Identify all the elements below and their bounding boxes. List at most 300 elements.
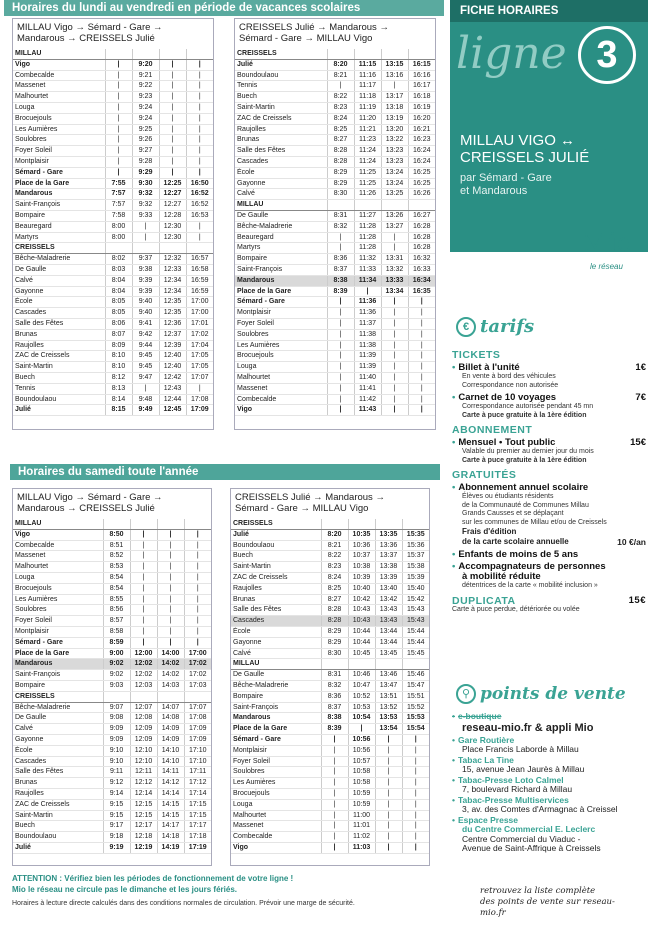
stop-name: Les Aumières [231,778,321,789]
departure-time: 13:42 [375,594,402,605]
departure-time: 13:32 [381,264,408,275]
abo-monthly-note: Valable du premier au dernier jour du mois [462,448,594,455]
points-heading [456,684,626,704]
departure-time: 12:30 [159,232,186,243]
departure-time: 13:54 [375,724,402,735]
stop-row [13,405,213,416]
departure-time: 10:44 [348,637,375,648]
stop-row [13,156,213,167]
stop-row [13,529,211,540]
departure-time: 13:24 [381,167,408,178]
departure-time: 12:10 [130,745,157,756]
stop-name: Vigo [231,842,321,853]
stop-name: Sémard - Gare [13,167,105,178]
departure-time: 11:41 [354,383,381,394]
stop-name: Julié [13,405,105,416]
departure-time: 11:20 [354,113,381,124]
departure-time: 13:36 [375,540,402,551]
departure-time: 8:30 [327,189,354,200]
departure-time [130,691,157,702]
departure-time: | [184,605,211,616]
departure-time: | [327,372,354,383]
free-companion-note: détentrices de la carte « mobilité inclusion » [462,582,598,589]
departure-time: 9:24 [132,102,159,113]
departure-time: 8:56 [103,605,130,616]
departure-time: 8:57 [103,616,130,627]
stop-row [13,756,211,767]
departure-time: 17:05 [186,351,213,362]
departure-time: 11:28 [354,232,381,243]
departure-time: 16:50 [186,178,213,189]
stop-name: De Gaulle [13,264,105,275]
stop-name: Raujolles [13,340,105,351]
departure-time: 8:59 [103,637,130,648]
stop-row [235,135,435,146]
pos-name: du Centre Commercial E. Leclerc [462,824,596,834]
departure-time: 14:03 [157,680,184,691]
departure-time: 17:10 [184,756,211,767]
stop-name: Place de la Gare [235,286,327,297]
mio-logo-sub: le réseau [590,262,623,271]
pos-address: Place Francis Laborde à Millau [462,744,579,754]
stop-row [231,551,429,562]
departure-time: | [157,616,184,627]
departure-time: 16:28 [408,221,435,232]
mio-logo: Mio [582,228,633,258]
departure-time: 13:33 [381,275,408,286]
stop-row [231,691,429,702]
departure-time: 15:47 [402,680,429,691]
departure-time: 11:23 [354,135,381,146]
departure-time: 13:44 [375,626,402,637]
departure-time: | [105,156,132,167]
departure-time [321,659,348,670]
stop-row [231,788,429,799]
departure-time: | [381,405,408,416]
departure-time: 10:44 [348,626,375,637]
departure-time: 12:03 [130,680,157,691]
departure-time: 9:39 [132,286,159,297]
departure-time: 12:14 [130,788,157,799]
departure-time: | [327,362,354,373]
departure-time: 11:03 [348,842,375,853]
stop-row [235,243,435,254]
departure-time: | [130,605,157,616]
departure-time: | [327,340,354,351]
departure-time: 13:46 [375,670,402,681]
departure-time: | [381,394,408,405]
line-number-badge: 3 [578,26,636,84]
departure-time: | [130,551,157,562]
departure-time: 12:37 [159,329,186,340]
departure-time: 12:27 [159,189,186,200]
departure-time [186,49,213,59]
saturday-dir1-card [12,488,212,866]
departure-time: 8:27 [321,594,348,605]
direction-line: Sémard - Gare → MILLAU Vigo [235,503,369,514]
departure-time: 8:58 [103,626,130,637]
stop-name: Beauregard [235,232,327,243]
stop-row [231,745,429,756]
footer-disclaimer: Horaires à lecture directe calculés dans des conditions normales de circulation. Prévoir une marge de sécurité. [12,900,355,907]
stop-name: Calvé [13,275,105,286]
departure-time: 13:17 [381,92,408,103]
departure-time: 8:28 [327,156,354,167]
departure-time [402,519,429,529]
stop-row [235,351,435,362]
stop-row [13,362,213,373]
departure-time: | [321,832,348,843]
departure-time [381,200,408,211]
stop-name: Salle des Fêtes [13,767,103,778]
departure-time: 14:10 [157,756,184,767]
stop-row [13,583,211,594]
stop-row [231,583,429,594]
departure-time [375,659,402,670]
departure-time: 14:02 [157,659,184,670]
departure-time: 12:00 [130,648,157,659]
departure-time: | [130,529,157,540]
stop-name: Place de la Gare [13,178,105,189]
stop-row [231,713,429,724]
departure-time: 7:57 [105,189,132,200]
stop-row [13,680,211,691]
free-school-note: Élèves ou étudiants résidents [462,493,554,500]
eboutique-link[interactable]: reseau-mio.fr & appli Mio [462,721,594,734]
departure-time: | [408,318,435,329]
departure-time: | [159,113,186,124]
departure-time: 10:43 [348,605,375,616]
departure-time: 10:37 [348,551,375,562]
departure-time: | [159,146,186,157]
departure-time: | [381,318,408,329]
stop-name: Cascades [231,616,321,627]
departure-time: 12:39 [159,340,186,351]
departure-time: | [321,799,348,810]
departure-time: | [157,583,184,594]
departure-time: 16:28 [408,243,435,254]
departure-time: 13:19 [381,113,408,124]
departure-time: 13:23 [381,156,408,167]
stop-row [235,286,435,297]
departure-time: 17:14 [184,788,211,799]
departure-time: 13:25 [381,189,408,200]
departure-time: 8:36 [327,254,354,265]
departure-time: 11:15 [354,59,381,70]
departure-time: 9:23 [132,92,159,103]
departure-time: 8:05 [105,308,132,319]
route-via-line: par Sémard - Gare [460,172,552,184]
departure-time: 10:39 [348,572,375,583]
stop-name: Brunas [235,135,327,146]
departure-time: | [159,59,186,70]
departure-time: 9:14 [103,788,130,799]
departure-time: | [408,394,435,405]
departure-time: 11:36 [354,308,381,319]
stop-row [13,616,211,627]
departure-time: | [186,81,213,92]
departure-time: 8:05 [105,297,132,308]
ticket-single-note: En vente à bord des véhicules [462,373,556,380]
departure-time: 13:24 [381,178,408,189]
departure-time: 11:01 [348,821,375,832]
departure-time: 13:34 [381,286,408,297]
departure-time: 8:29 [327,167,354,178]
points-more-line[interactable]: des points de vente sur reseau-mio.fr [480,897,615,918]
departure-time: 14:19 [157,842,184,853]
departure-time: | [321,788,348,799]
stop-name: Bêche-Maladrerie [13,254,105,265]
points-more [480,886,640,919]
departure-time: | [381,308,408,319]
departure-time: 16:24 [408,156,435,167]
departure-time: | [381,243,408,254]
stop-row [235,113,435,124]
departure-time: 13:23 [381,146,408,157]
departure-time: | [408,383,435,394]
stop-row [231,702,429,713]
departure-time: 14:15 [157,799,184,810]
stop-row [235,221,435,232]
stop-row [235,394,435,405]
stop-name: Brocuejouls [13,583,103,594]
departure-time: | [381,372,408,383]
departure-time: | [105,81,132,92]
departure-time: | [375,788,402,799]
departure-time: | [186,113,213,124]
stop-row [235,178,435,189]
departure-time: 9:40 [132,297,159,308]
stop-name: Mandarous [231,713,321,724]
departure-time: | [105,135,132,146]
departure-time: 8:09 [105,340,132,351]
departure-time: 11:02 [348,832,375,843]
departure-time: 12:02 [130,659,157,670]
departure-time: | [327,308,354,319]
stop-name: MILLAU [231,659,321,670]
stop-row [13,832,211,843]
commune-header-row [231,659,429,670]
departure-time: 10:54 [348,713,375,724]
departure-time: 12:25 [159,178,186,189]
pos-address: Avenue de Saint-Affrique à Creissels [462,843,601,853]
departure-time: 16:23 [408,135,435,146]
departure-time [105,49,132,59]
stop-name: Cascades [13,756,103,767]
stop-name: Martyrs [13,232,105,243]
departure-time: | [157,551,184,562]
departure-time: 17:03 [184,680,211,691]
weekday-holiday-title: Horaires du lundi au vendredi en période de vacances scolaires [4,0,444,16]
points-list: • e-boutique reseau-mio.fr & appli Mio • Gare Routière Place Francis Laborde à Millau • Tabac La Tine 15, avenue Jean Jaurès à Millau • Tabac-Presse Loto Calmel 7, boulevard Richard à Millau • Tabac-Presse Multiservices 3, av. des Comtes d'Armagnac à Creissel • Espace Presse du Centre Commercial E. Leclerc Centre Commercial du Viaduc - Avenue de Saint-Affrique à Creissels [452,712,646,854]
departure-time: | [184,551,211,562]
ticket-carnet-label: Carnet de 10 voyages [458,392,557,403]
departure-time: | [105,113,132,124]
departure-time: 17:17 [184,821,211,832]
departure-time: 10:58 [348,767,375,778]
stop-row [13,102,213,113]
points-more-line: retrouvez la liste complète [480,886,596,896]
departure-time: 8:28 [321,616,348,627]
departure-time: | [402,842,429,853]
stop-row [13,540,211,551]
stop-name: ZAC de Creissels [235,113,327,124]
departure-time: 13:35 [375,529,402,540]
route-title [460,132,589,166]
stop-row [13,340,213,351]
departure-time: 15:40 [402,583,429,594]
stop-name: Beauregard [13,221,105,232]
pos-name: Espace Presse [457,814,519,825]
stop-row [13,594,211,605]
departure-time: 11:21 [354,124,381,135]
stop-name: Tennis [13,383,105,394]
stop-name: Saint-Martin [13,810,103,821]
departure-time: 11:26 [354,189,381,200]
tickets-heading: TICKETS [452,349,501,361]
departure-time: 17:12 [184,778,211,789]
departure-time: 8:10 [105,362,132,373]
departure-time [354,49,381,59]
stop-name: Soulobres [13,135,105,146]
departure-time: | [186,156,213,167]
stop-name: Louga [13,572,103,583]
saturday-dir1-table [13,519,211,854]
departure-time: | [130,583,157,594]
departure-time: 8:31 [327,210,354,221]
stop-row [231,842,429,853]
stop-name: ZAC de Creissels [13,351,105,362]
departure-time: | [186,221,213,232]
departure-time: 9:15 [103,810,130,821]
departure-time: 12:45 [159,405,186,416]
departure-time: 11:25 [354,167,381,178]
stop-name: CREISSELS [235,49,327,59]
stop-row [235,59,435,70]
stop-name: Foyer Soleil [13,616,103,627]
stop-row [235,275,435,286]
stop-name: Gayonne [231,637,321,648]
departure-time: 10:42 [348,594,375,605]
departure-time: 16:59 [186,275,213,286]
stop-row [13,648,211,659]
departure-time: | [408,297,435,308]
departure-time: 11:27 [354,210,381,221]
departure-time: 9:33 [132,210,159,221]
ligne-word: ligne [456,28,567,79]
departure-time: | [132,232,159,243]
stop-row [231,529,429,540]
departure-time: 9:08 [103,713,130,724]
stop-row [235,146,435,157]
stop-row [13,745,211,756]
departure-time: | [159,102,186,113]
stop-row [13,297,213,308]
departure-time: 16:32 [408,254,435,265]
departure-time [184,519,211,529]
ticket-single-label: Billet à l'unité [458,362,520,373]
departure-time: | [159,81,186,92]
departure-time: | [321,821,348,832]
stop-row [231,626,429,637]
departure-time: 11:42 [354,394,381,405]
departure-time: 8:39 [327,286,354,297]
departure-time [130,519,157,529]
stop-name: Mandarous [13,659,103,670]
departure-time: 16:26 [408,189,435,200]
departure-time: 17:10 [184,745,211,756]
departure-time: 17:00 [186,297,213,308]
gratuites-heading: GRATUITÉS [452,469,517,481]
ticket-single-note: Correspondance non autorisée [462,381,559,389]
departure-time: 13:26 [381,210,408,221]
direction-line: Mandarous → CREISSELS Julié [17,33,155,44]
stop-row [13,734,211,745]
stop-name: MILLAU [13,49,105,59]
stop-name: Louga [231,799,321,810]
stop-name: De Gaulle [231,670,321,681]
stop-name: CREISSELS [231,519,321,529]
stop-name: Saint-François [231,702,321,713]
departure-time: 12:40 [159,351,186,362]
stop-row [231,616,429,627]
departure-time: 9:49 [132,405,159,416]
departure-time: 13:51 [375,691,402,702]
commune-header-row [13,243,213,254]
departure-time: 16:21 [408,124,435,135]
stop-row [235,189,435,200]
departure-time: | [184,540,211,551]
departure-time: 10:56 [348,745,375,756]
stop-name: Montplaisir [13,626,103,637]
departure-time [105,243,132,254]
abo-monthly-note: Carte à puce gratuite à la 1ère édition [462,456,587,464]
stop-row [235,340,435,351]
departure-time: | [327,405,354,416]
departure-time: 9:38 [132,264,159,275]
departure-time: 10:56 [348,734,375,745]
stop-name: Martyrs [235,243,327,254]
stop-row [13,637,211,648]
departure-time: | [402,745,429,756]
stop-row [13,92,213,103]
free-companion-label: Accompagnateurs de personnes [458,561,606,572]
stop-name: Saint-Martin [231,562,321,573]
stop-row [235,232,435,243]
stop-name: Salle des Fêtes [13,318,105,329]
direction-line: Mandarous → CREISSELS Julié [17,503,155,514]
departure-time: | [408,351,435,362]
departure-time: 17:00 [186,308,213,319]
departure-time: 16:58 [186,264,213,275]
departure-time: | [157,626,184,637]
stop-name: MILLAU [13,519,103,529]
stop-name: Sémard - Gare [231,734,321,745]
departure-time: 12:10 [130,756,157,767]
departure-time: 8:28 [321,605,348,616]
stop-name: Vigo [13,59,105,70]
departure-time: | [408,362,435,373]
departure-time: | [408,372,435,383]
stop-name: Bêche-Maladrerie [231,680,321,691]
departure-time: | [184,616,211,627]
stop-row [13,778,211,789]
stop-row [13,59,213,70]
departure-time: 13:45 [375,648,402,659]
stop-row [235,383,435,394]
free-school-note: de la Communauté de Communes Millau [462,501,589,509]
commune-header-row [235,49,435,59]
